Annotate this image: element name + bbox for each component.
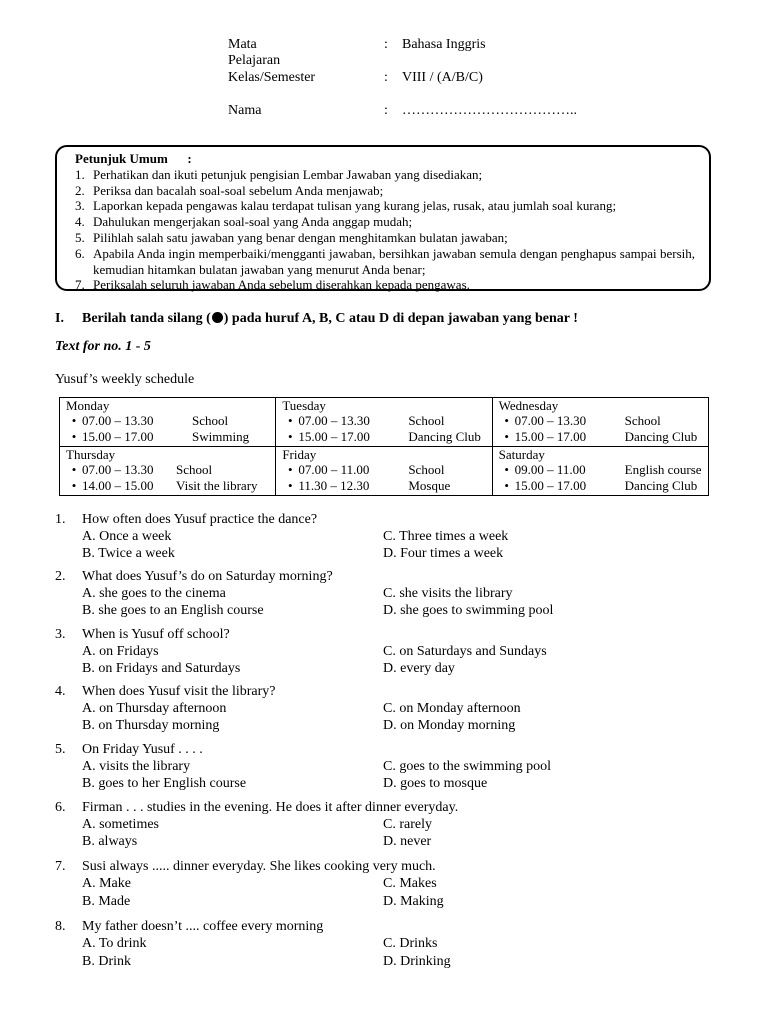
option-a[interactable]: A. on Thursday afternoon	[82, 701, 227, 716]
activity-time: 07.00 – 11.00	[298, 462, 370, 477]
instruction-number: 7.	[75, 277, 85, 293]
activity-time: 09.00 – 11.00	[514, 462, 586, 477]
instruction-item	[75, 214, 695, 230]
header-label: Nama	[228, 103, 262, 118]
question-number: 5.	[55, 742, 66, 757]
instruction-number: 1.	[75, 166, 85, 182]
option-c[interactable]: C. rarely	[383, 817, 432, 832]
table-cell	[492, 398, 708, 447]
activity-time: 07.00 – 13.30	[514, 413, 587, 428]
activity-name: Mosque	[408, 478, 451, 493]
option-a[interactable]: A. visits the library	[82, 759, 191, 774]
question-8	[55, 918, 735, 969]
day-name: Saturday	[498, 447, 545, 462]
activity-line	[499, 462, 708, 478]
question-text: What does Yusuf’s do on Saturday morning?	[82, 569, 333, 584]
option-b[interactable]: B. Made	[82, 894, 131, 909]
table-cell	[276, 398, 492, 447]
question-number: 4.	[55, 684, 66, 699]
option-b[interactable]: B. she goes to an English course	[82, 603, 264, 618]
table-row	[60, 398, 709, 447]
activity-time: 07.00 – 13.30	[82, 462, 154, 477]
option-a[interactable]: A. To drink	[82, 936, 147, 951]
header-colon: :	[384, 70, 388, 85]
instruction-text: Perhatikan dan ikuti petunjuk pengisian Lembar Jawaban yang disediakan;	[93, 166, 483, 182]
activity-time: 15.00 – 17.00	[298, 429, 370, 444]
activity-name: School	[176, 462, 213, 477]
question-2	[55, 568, 735, 619]
option-c[interactable]: C. Drinks	[383, 936, 438, 951]
day-name: Friday	[282, 447, 317, 462]
question-text: My father doesn’t .... coffee every morning	[82, 919, 324, 934]
bullet: •	[71, 413, 77, 428]
activity-time: 07.00 – 13.30	[298, 413, 370, 428]
option-d[interactable]: D. Making	[383, 894, 444, 909]
instruction-text: Periksa dan bacalah soal-soal sebelum Anda menjawab;	[93, 182, 384, 198]
activity-line	[282, 478, 491, 494]
bullet: •	[288, 429, 293, 444]
question-text: When is Yusuf off school?	[82, 627, 230, 642]
activity-line	[66, 413, 275, 429]
activity-line	[499, 413, 708, 429]
activity-line	[282, 462, 491, 478]
bullet: •	[71, 429, 77, 444]
instruction-number: 6.	[75, 245, 85, 261]
weekly-schedule-table	[59, 397, 709, 496]
question-number: 3.	[55, 627, 66, 642]
header-value: VIII / (A/B/C)	[402, 70, 483, 85]
activity-name: Dancing Club	[624, 478, 698, 493]
option-c[interactable]: C. goes to the swimming pool	[383, 759, 551, 774]
question-3	[55, 626, 735, 677]
activity-line	[66, 462, 275, 478]
activity-time: 15.00 – 17.00	[514, 429, 587, 444]
day-name: Monday	[66, 398, 110, 413]
instruction-item	[75, 230, 695, 246]
option-d[interactable]: D. on Monday morning	[383, 718, 516, 733]
instruction-number: 3.	[75, 198, 85, 214]
activity-name: School	[408, 462, 445, 477]
bullet: •	[504, 462, 509, 477]
question-7	[55, 858, 735, 909]
instructions-title: Petunjuk Umum :	[75, 151, 192, 166]
option-c[interactable]: C. on Saturdays and Sundays	[383, 644, 547, 659]
instruction-text: Dahulukan mengerjakan soal-soal yang Anda anggap mudah;	[93, 214, 413, 230]
instruction-text: Laporkan kepada pengawas kalau terdapat tulisan yang kurang jelas, rusak, atau jumlah soal kurang;	[93, 198, 617, 214]
option-c[interactable]: C. on Monday afternoon	[383, 701, 521, 716]
activity-time: 07.00 – 13.30	[82, 413, 154, 428]
activity-name: Dancing Club	[624, 429, 698, 444]
option-d[interactable]: D. goes to mosque	[383, 776, 488, 791]
option-c[interactable]: C. Makes	[383, 876, 437, 891]
instruction-item	[75, 277, 695, 293]
bullet: •	[504, 478, 509, 493]
bullet: •	[288, 478, 293, 493]
question-text: Susi always ..... dinner everyday. She likes cooking very much.	[82, 859, 436, 874]
option-b[interactable]: B. goes to her English course	[82, 776, 247, 791]
question-4	[55, 683, 735, 734]
instruction-item	[75, 198, 695, 214]
instruction-item	[75, 183, 695, 199]
activity-name: Dancing Club	[408, 429, 481, 444]
question-number: 1.	[55, 512, 66, 527]
activity-time: 15.00 – 17.00	[514, 478, 587, 493]
section-instruction	[55, 311, 578, 327]
option-c[interactable]: C. she visits the library	[383, 586, 513, 601]
question-number: 8.	[55, 919, 66, 934]
activity-line	[66, 478, 275, 494]
activity-time: 15.00 – 17.00	[82, 429, 154, 444]
question-number: 6.	[55, 800, 66, 815]
question-number: 2.	[55, 569, 66, 584]
instruction-text: Pilihlah salah satu jawaban yang benar dengan menghitamkan bulatan jawaban;	[93, 229, 508, 245]
header-colon: :	[384, 37, 388, 52]
question-6	[55, 799, 735, 850]
text-for-label: Text for no. 1 - 5	[55, 339, 151, 354]
option-a[interactable]: A. she goes to the cinema	[82, 586, 226, 601]
instruction-number: 2.	[75, 182, 85, 198]
option-b[interactable]: B. always	[82, 834, 138, 849]
option-d[interactable]: D. never	[383, 834, 432, 849]
option-a[interactable]: A. Make	[82, 876, 131, 891]
bullet: •	[504, 429, 509, 444]
option-b[interactable]: B. Drink	[82, 954, 131, 969]
question-text: When does Yusuf visit the library?	[82, 684, 276, 699]
section-text-after: ) pada huruf A, B, C atau D di depan jawaban yang benar !	[223, 311, 578, 326]
activity-name: Visit the library	[176, 478, 258, 493]
option-d[interactable]: D. she goes to swimming pool	[383, 603, 554, 618]
activity-name: School	[408, 413, 445, 428]
instruction-number: 4.	[75, 214, 85, 230]
option-a[interactable]: A. Once a week	[82, 529, 172, 544]
instructions-list	[75, 167, 695, 293]
activity-name: School	[192, 413, 229, 428]
option-b[interactable]: B. Twice a week	[82, 546, 175, 561]
activity-line	[282, 413, 491, 429]
option-a[interactable]: A. sometimes	[82, 817, 159, 832]
activity-line	[282, 429, 491, 445]
table-cell	[60, 398, 276, 447]
filled-circle-icon	[212, 312, 223, 323]
instruction-item	[75, 246, 695, 278]
question-text: How often does Yusuf practice the dance?	[82, 512, 318, 527]
option-b[interactable]: B. on Fridays and Saturdays	[82, 661, 241, 676]
question-1	[55, 511, 735, 562]
option-b[interactable]: B. on Thursday morning	[82, 718, 220, 733]
header-label: Kelas/Semester	[228, 70, 316, 85]
day-name: Tuesday	[282, 398, 326, 413]
option-d[interactable]: D. Drinking	[383, 954, 451, 969]
bullet: •	[71, 478, 77, 493]
instruction-number: 5.	[75, 229, 85, 245]
activity-time: 11.30 – 12.30	[298, 478, 370, 493]
bullet: •	[288, 462, 293, 477]
bullet: •	[504, 413, 509, 428]
instruction-text: Periksalah seluruh jawaban Anda sebelum diserahkan kepada pengawas.	[93, 277, 470, 293]
section-text-before: Berilah tanda silang (	[82, 311, 211, 326]
activity-name: Swimming	[192, 429, 250, 444]
name-blank-field: ………………………………..	[402, 103, 577, 118]
section-number: I.	[55, 311, 64, 326]
header-value: Bahasa Inggris	[402, 37, 486, 52]
question-text: On Friday Yusuf . . . .	[82, 742, 203, 757]
activity-line	[66, 429, 275, 445]
bullet: •	[71, 462, 77, 477]
option-d[interactable]: D. Four times a week	[383, 546, 504, 561]
option-c[interactable]: C. Three times a week	[383, 529, 509, 544]
question-5	[55, 741, 735, 792]
activity-time: 14.00 – 15.00	[82, 478, 154, 493]
general-instructions-box	[55, 145, 711, 291]
activity-line	[499, 478, 708, 494]
question-text: Firman . . . studies in the evening. He does it after dinner everyday.	[82, 800, 459, 815]
activity-line	[499, 429, 708, 445]
bullet: •	[288, 413, 293, 428]
day-name: Wednesday	[498, 398, 559, 413]
day-name: Thursday	[66, 447, 116, 462]
instruction-text: Apabila Anda ingin memperbaiki/mengganti jawaban, bersihkan jawaban semula dengan penghapus sampai bersih, kemudian hitamkan bulatan jawaban yang menurut Anda benar;	[93, 245, 695, 277]
table-cell	[492, 447, 708, 496]
option-d[interactable]: D. every day	[383, 661, 455, 676]
table-row	[60, 447, 709, 496]
question-number: 7.	[55, 859, 66, 874]
activity-name: School	[624, 413, 661, 428]
option-a[interactable]: A. on Fridays	[82, 644, 159, 659]
schedule-title: Yusuf’s weekly schedule	[55, 372, 195, 387]
header-label: Mata Pelajaran	[228, 37, 281, 68]
header-colon: :	[384, 103, 388, 118]
activity-name: English course	[624, 462, 702, 477]
table-cell	[276, 447, 492, 496]
instruction-item	[75, 167, 695, 183]
table-cell	[60, 447, 276, 496]
